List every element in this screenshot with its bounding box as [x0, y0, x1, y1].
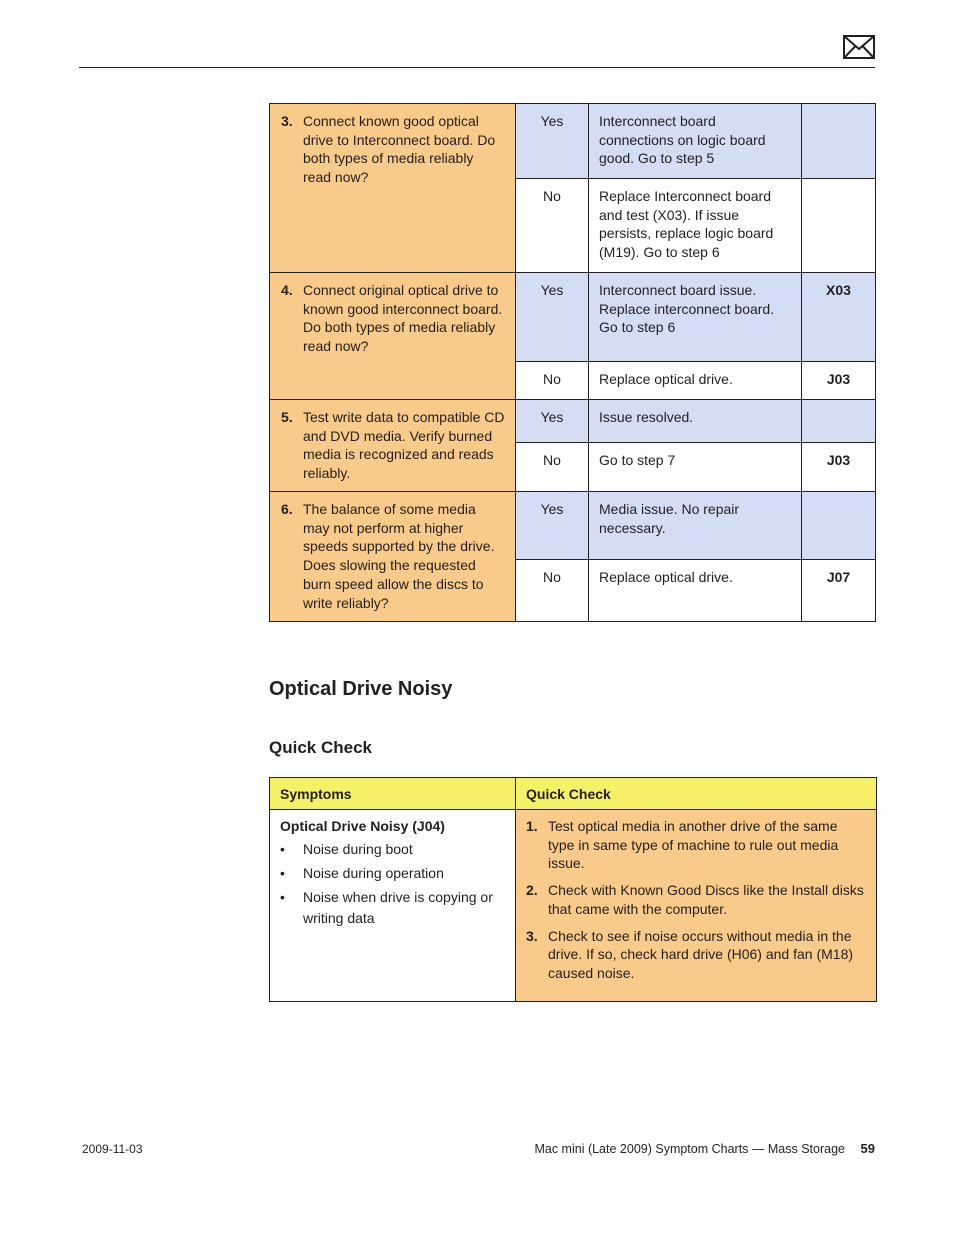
repair-code	[802, 179, 876, 273]
check-text: Test optical media in another drive of the same type in same type of machine to rule out media issue.	[548, 818, 839, 872]
action-text: Interconnect board connections on logic board good. Go to step 5	[589, 104, 802, 179]
repair-code	[802, 492, 876, 560]
repair-code	[802, 104, 876, 179]
symptom-text: Noise when drive is copying or writing data	[303, 888, 493, 926]
check-number: 1.	[526, 818, 538, 834]
repair-code: J07	[802, 560, 876, 622]
check-text: Check with Known Good Discs like the Install disks that came with the computer.	[548, 882, 864, 917]
action-text: Issue resolved.	[589, 400, 802, 443]
list-item	[280, 839, 505, 860]
quick-check-table	[269, 777, 877, 1002]
answer-no: No	[516, 560, 589, 622]
answer-no: No	[516, 362, 589, 400]
section-title: Optical Drive Noisy	[269, 678, 453, 700]
step-question-cell	[270, 273, 516, 400]
list-item	[280, 863, 505, 884]
symptoms-header: Symptoms	[270, 778, 516, 810]
header-rule	[79, 67, 875, 68]
bullet: •	[280, 864, 285, 881]
repair-code: J03	[802, 443, 876, 492]
answer-yes: Yes	[516, 492, 589, 560]
step-row-yes	[270, 104, 876, 179]
step-row-yes	[270, 273, 876, 362]
repair-code	[802, 400, 876, 443]
repair-code: X03	[802, 273, 876, 362]
step-row-yes	[270, 400, 876, 443]
step-question: Test write data to compatible CD and DVD media. Verify burned media is recognized and reads reliably.	[303, 409, 505, 482]
check-number: 2.	[526, 882, 538, 899]
list-item	[526, 817, 866, 873]
action-text: Interconnect board issue. Replace interconnect board. Go to step 6	[589, 273, 802, 362]
list-item	[280, 887, 505, 929]
step-number: 6.	[281, 501, 293, 517]
step-number: 3.	[281, 113, 293, 129]
quick-check-header: Quick Check	[516, 778, 877, 810]
page-number: 59	[860, 1141, 875, 1156]
symptom-title: Optical Drive Noisy (J04)	[280, 818, 445, 834]
bullet: •	[280, 840, 285, 857]
step-question: The balance of some media may not perform at higher speeds supported by the drive. Does slowing the requested burn speed allow the discs to write reliably?	[303, 501, 495, 611]
symptoms-cell	[270, 810, 516, 1002]
symptom-text: Noise during boot	[303, 840, 413, 857]
symptom-text: Noise during operation	[303, 864, 444, 881]
check-list	[526, 817, 866, 983]
list-item	[526, 927, 866, 983]
step-question-cell	[270, 400, 516, 492]
step-number: 5.	[281, 409, 293, 425]
action-text: Replace optical drive.	[589, 362, 802, 400]
action-text: Replace optical drive.	[589, 560, 802, 622]
answer-yes: Yes	[516, 104, 589, 179]
list-item	[526, 881, 866, 918]
footer-date: 2009-11-03	[82, 1142, 143, 1156]
subsection-title: Quick Check	[269, 738, 372, 757]
action-text: Replace Interconnect board and test (X03). If issue persists, replace logic board (M19). Go to step 6	[589, 179, 802, 273]
answer-no: No	[516, 179, 589, 273]
check-number: 3.	[526, 927, 538, 944]
checks-cell	[516, 810, 877, 1002]
repair-code: J03	[802, 362, 876, 400]
step-row-yes	[270, 492, 876, 560]
step-question: Connect known good optical drive to Interconnect board. Do both types of media reliably read now?	[303, 113, 496, 186]
answer-no: No	[516, 443, 589, 492]
action-text: Media issue. No repair necessary.	[589, 492, 802, 560]
footer-title: Mac mini (Late 2009) Symptom Charts — Mass Storage	[534, 1142, 845, 1156]
symptom-list	[280, 839, 505, 929]
quick-check-row	[270, 810, 877, 1002]
step-question-cell	[270, 104, 516, 273]
bullet: •	[280, 888, 285, 905]
answer-yes: Yes	[516, 273, 589, 362]
answer-yes: Yes	[516, 400, 589, 443]
action-text: Go to step 7	[589, 443, 802, 492]
step-question-cell	[270, 492, 516, 622]
mail-icon[interactable]	[843, 35, 875, 59]
quick-check-header-row	[270, 778, 877, 810]
step-number: 4.	[281, 282, 293, 298]
check-text: Check to see if noise occurs without media in the drive. If so, check hard drive (H06) and fan (M18) caused noise.	[548, 927, 854, 981]
troubleshooting-table	[269, 103, 876, 622]
step-question: Connect original optical drive to known good interconnect board. Do both types of media reliably read now?	[303, 282, 503, 355]
